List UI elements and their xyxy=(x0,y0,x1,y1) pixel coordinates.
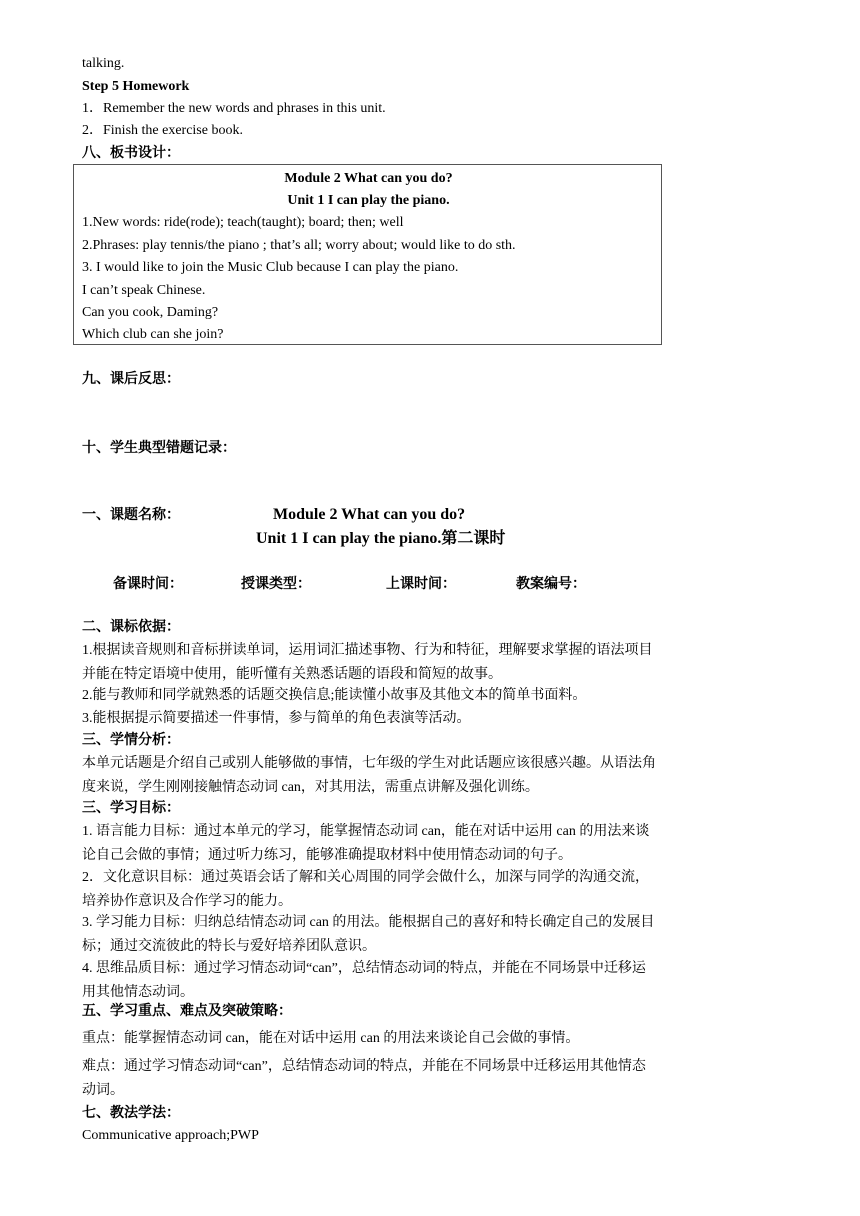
section-2-para-3: 3.能根据提示简要描述一件事情，参与简单的角色表演等活动。 xyxy=(82,711,471,726)
section-2-para-1: 1.根据读音规则和音标拼读单词，运用词汇描述事物、行为和特征，理解要求掌握的语法项目并能在特定语境中使用，能听懂有关熟悉话题的语段和简短的故事。 xyxy=(82,643,653,682)
section-7-para-1: Communicative approach;PWP xyxy=(82,1128,259,1143)
board-design-box xyxy=(73,164,662,345)
section-2-heading: 二、课标依据： xyxy=(82,620,180,635)
section-2-para-2: 2.能与教师和同学就熟悉的话题交换信息;能读懂小故事及其他文本的简单书面料。 xyxy=(82,688,587,703)
meta-lesson-type: 授课类型： xyxy=(241,577,311,592)
section-5-heading: 五、学习重点、难点及突破策略： xyxy=(82,1004,292,1019)
step5-heading: Step 5 Homework xyxy=(82,79,190,94)
section-7-heading: 七、教法学法： xyxy=(82,1106,180,1121)
board-line-3: 3. I would like to join the Music Club because I can play the piano. xyxy=(82,260,459,275)
text-talking: talking. xyxy=(82,56,125,71)
lesson-title-unit: Unit 1 I can play the piano.第二课时 xyxy=(256,530,506,547)
board-title-unit: Unit 1 I can play the piano. xyxy=(287,193,450,208)
meta-plan-number: 教案编号： xyxy=(516,577,586,592)
section-4-para-1: 1. 语言能力目标：通过本单元的学习，能掌握情态动词 can，能在对话中运用 can 的用法来谈论自己会做的事情；通过听力练习，能够准确提取材料中使用情态动词的句子。 xyxy=(82,824,650,863)
section-5-difficult-point: 难点：通过学习情态动词“can”，总结情态动词的特点，并能在不同场景中迁移运用其他情态动词。 xyxy=(82,1059,646,1098)
board-title-module: Module 2 What can you do? xyxy=(284,171,453,186)
section-4-para-2: 2．文化意识目标：通过英语会话了解和关心周围的同学会做什么，加深与同学的沟通交流，培养协作意识及合作学习的能力。 xyxy=(82,870,649,909)
meta-prep-time: 备课时间： xyxy=(113,577,183,592)
meta-class-time: 上课时间： xyxy=(386,577,456,592)
board-line-5: Can you cook, Daming? xyxy=(82,305,219,320)
board-line-4: I can’t speak Chinese. xyxy=(82,283,206,298)
section-5-key-point: 重点：能掌握情态动词 can，能在对话中运用 can 的用法来谈论自己会做的事情。 xyxy=(82,1031,580,1046)
board-line-6: Which club can she join? xyxy=(82,327,224,342)
section-3-para-1: 本单元话题是介绍自己或别人能够做的事情，七年级的学生对此话题应该很感兴趣。从语法角度来说，学生刚刚接触情态动词 can，对其用法，需重点讲解及强化训练。 xyxy=(82,756,656,795)
section-4-para-4: 4. 思维品质目标：通过学习情态动词“can”，总结情态动词的特点，并能在不同场景中迁移运用其他情态动词。 xyxy=(82,961,646,1000)
board-line-1: 1.New words: ride(rode); teach(taught); board; then; well xyxy=(82,215,404,230)
homework-item-1: 1．Remember the new words and phrases in this unit. xyxy=(82,101,386,116)
section-3-heading: 三、学情分析： xyxy=(82,733,180,748)
section-4-heading: 三、学习目标： xyxy=(82,801,180,816)
section-4-para-3: 3. 学习能力目标：归纳总结情态动词 can 的用法。能根据自己的喜好和特长确定自己的发展目标；通过交流彼此的特长与爱好培养团队意识。 xyxy=(82,915,655,954)
homework-item-2: 2．Finish the exercise book. xyxy=(82,123,243,138)
reflection-heading: 九、课后反思： xyxy=(82,372,180,387)
board-design-heading: 八、板书设计： xyxy=(82,146,180,161)
board-line-2: 2.Phrases: play tennis/the piano ; that’s all; worry about; would like to do sth. xyxy=(82,238,516,253)
lesson-title-module: Module 2 What can you do? xyxy=(273,506,466,523)
lesson-name-label: 一、课题名称： xyxy=(82,508,180,523)
errors-heading: 十、学生典型错题记录： xyxy=(82,441,236,456)
